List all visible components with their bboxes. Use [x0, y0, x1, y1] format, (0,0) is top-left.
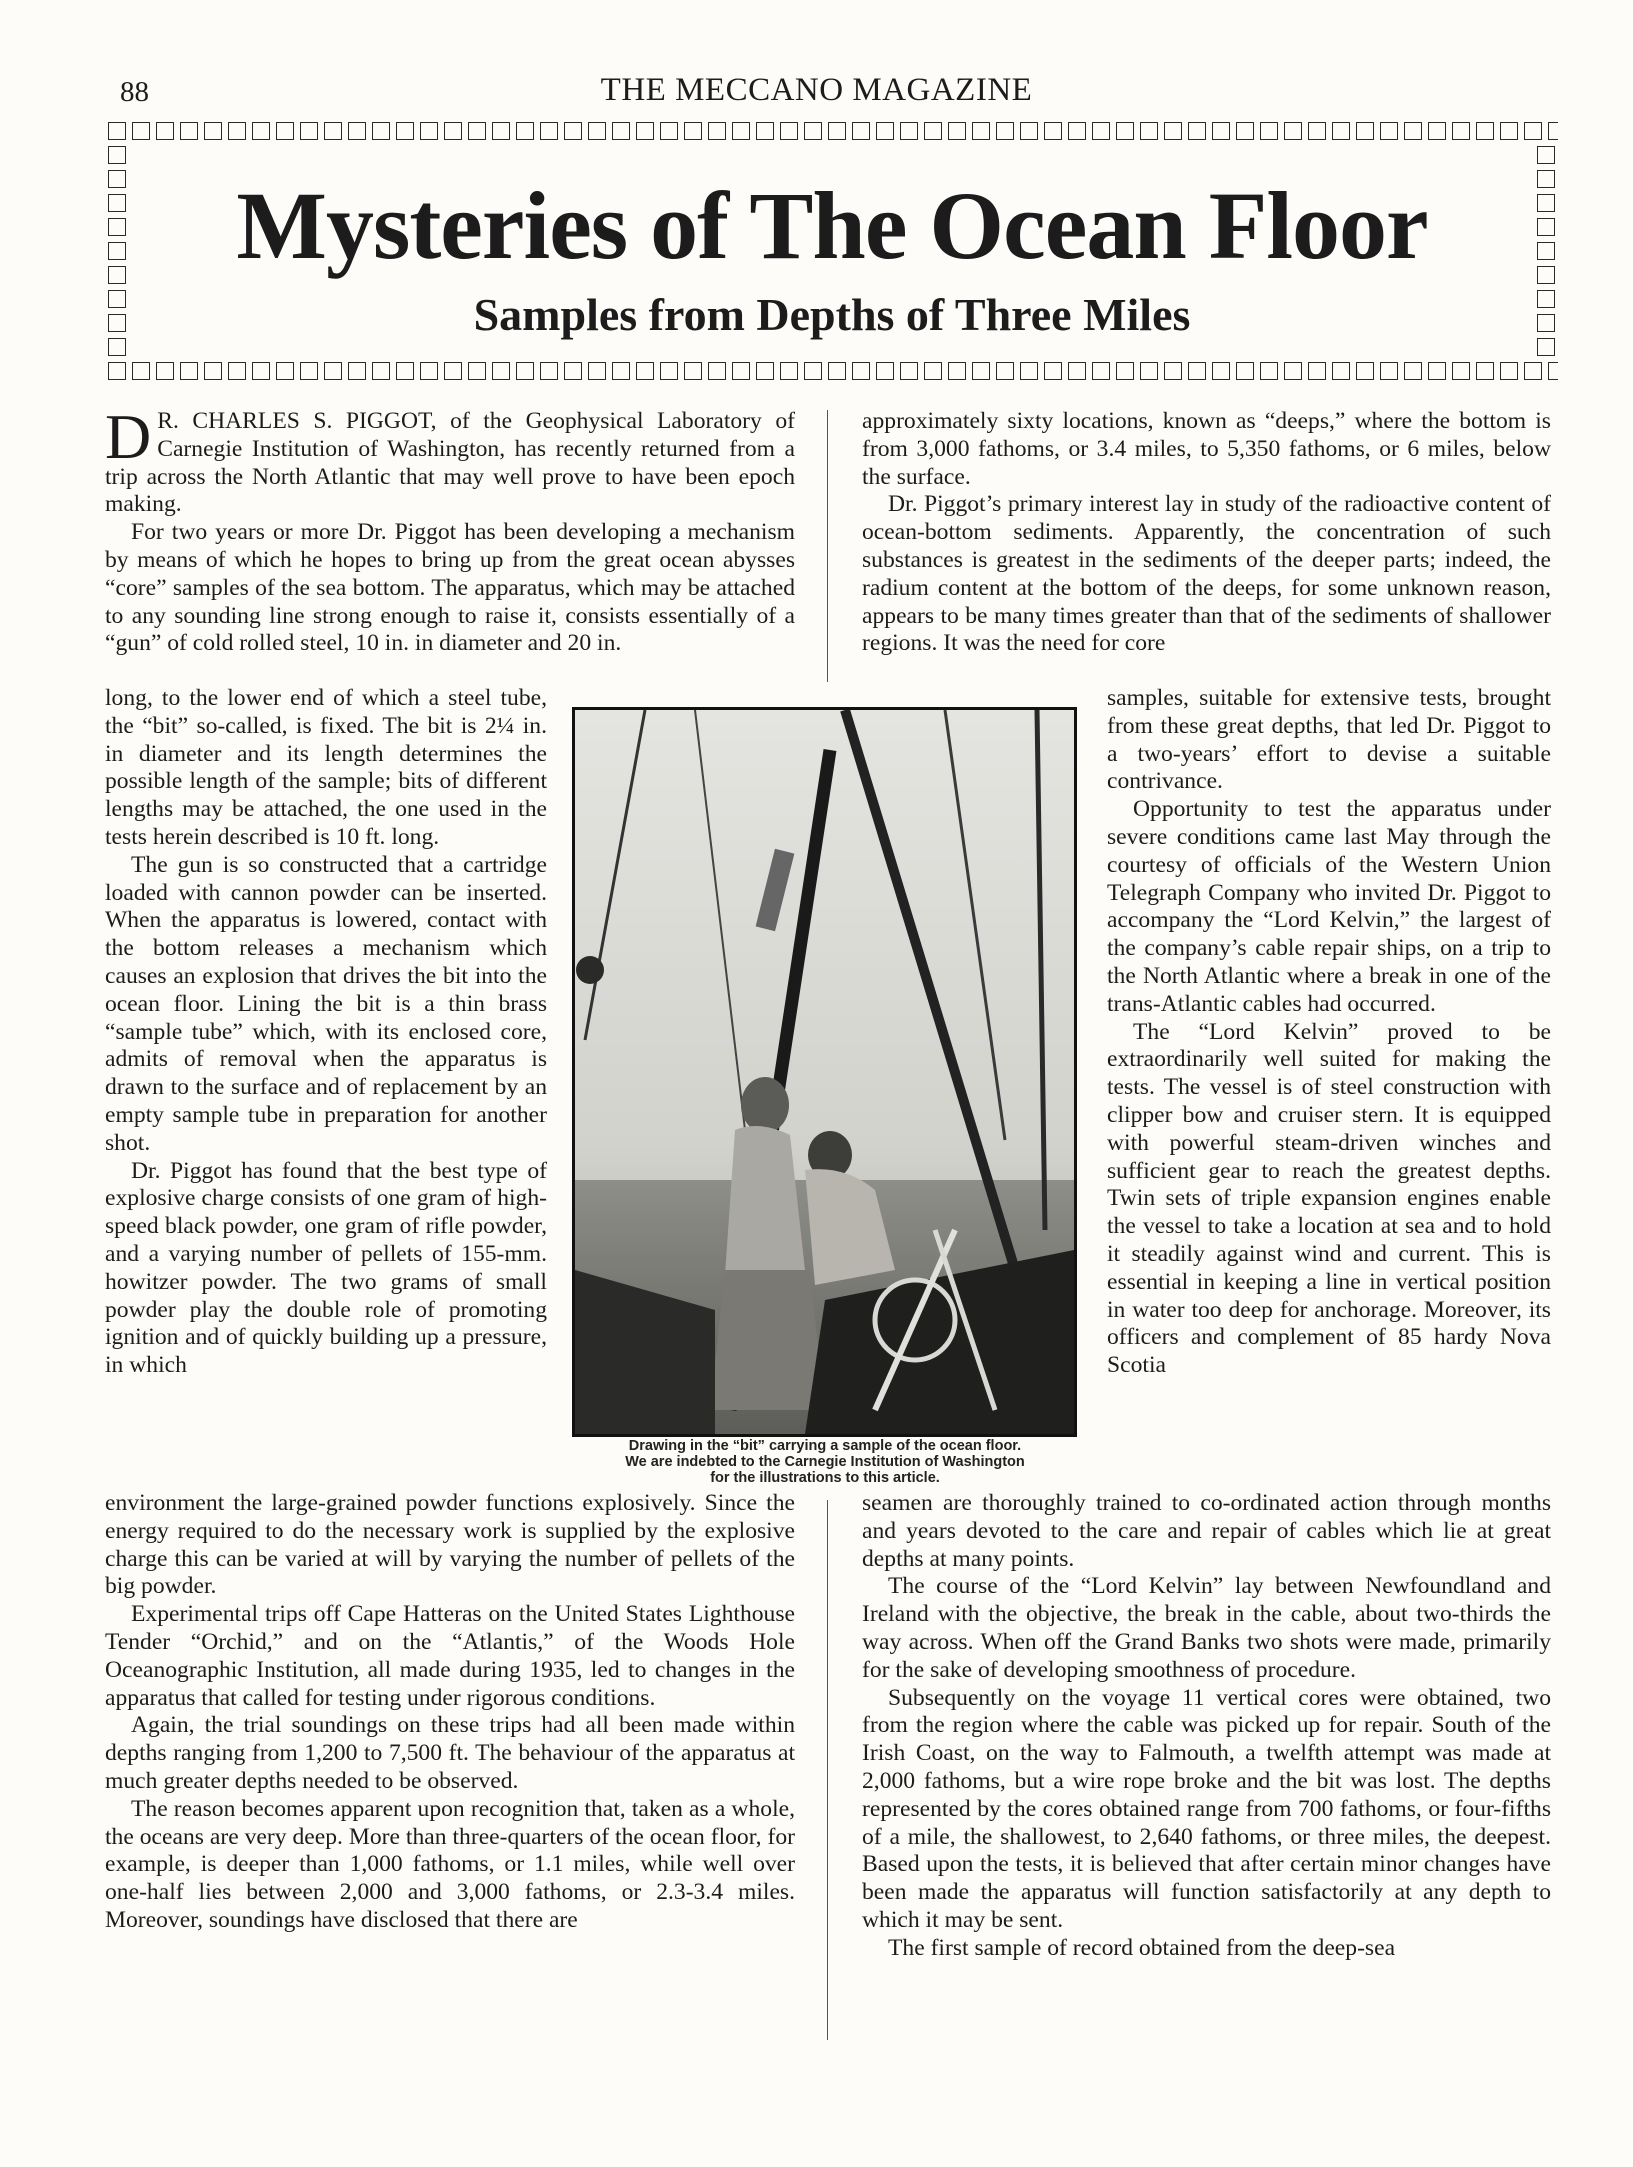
border-square [732, 122, 750, 140]
border-square [396, 122, 414, 140]
border-square [1236, 362, 1254, 380]
border-square [1500, 122, 1518, 140]
border-square [900, 122, 918, 140]
border-square [1236, 122, 1254, 140]
border-square [564, 122, 582, 140]
border-square [444, 362, 462, 380]
border-square [1260, 122, 1278, 140]
paragraph: Dr. Piggot’s primary interest lay in study of the radioactive content of ocean-bottom sediments. Apparently, the concentration of such substances is greatest in the sediments of the deeper parts; indeed, the radium content at the bottom of the deeps, for some unknown reason, appears to be many times greater than that of the sediments of shallower regions. It was the need for core [862, 491, 1551, 657]
paragraph [105, 401, 795, 519]
border-square [180, 122, 198, 140]
column-rule [827, 410, 828, 682]
border-square [1524, 362, 1542, 380]
border-square [108, 338, 126, 356]
border-square [948, 362, 966, 380]
border-square [1212, 122, 1230, 140]
border-square [1308, 122, 1326, 140]
border-square [156, 122, 174, 140]
ship-deck-photo-illustration [575, 710, 1074, 1434]
border-square [1140, 122, 1158, 140]
border-square [852, 122, 870, 140]
border-square [804, 122, 822, 140]
border-square [252, 362, 270, 380]
border-square [348, 122, 366, 140]
right-column-bottom [862, 1490, 1551, 1963]
border-square [1380, 122, 1398, 140]
magazine-title: THE MECCANO MAGAZINE [600, 72, 1033, 108]
paragraph: The “Lord Kelvin” proved to be extraordinarily well suited for making the tests. The vessel is of steel construction with clipper bow and cruiser stern. It is equipped with powerful steam-driven winches and sufficient gear to reach the greatest depths. Twin sets of triple expansion engines enable the vessel to take a location at sea and to hold it steadily against wind and current. This is essential in keeping a line in vertical position in water too deep for anchorage. Moreover, its officers and complement of 85 hardy Nova Scotia [1107, 1018, 1551, 1379]
paragraph: The gun is so constructed that a cartridge loaded with cannon powder can be inserted. When the apparatus is lowered, contact with the bottom releases a mechanism which causes an explosion that drives the bit into the ocean floor. Lining the bit is a thin brass “sample tube” which, with its enclosed core, admits of removal when the apparatus is drawn to the surface and of replacement by an empty sample tube in preparation for another shot. [105, 851, 547, 1156]
border-square [1452, 122, 1470, 140]
caption-line: Drawing in the “bit” carrying a sample of the ocean floor. [628, 1438, 1022, 1454]
border-square [660, 362, 678, 380]
border-square [1284, 362, 1302, 380]
border-square [636, 122, 654, 140]
border-square [1404, 362, 1422, 380]
article-title: Mysteries of The Ocean Floor [236, 172, 1428, 279]
border-square [1092, 122, 1110, 140]
border-square [612, 122, 630, 140]
border-square [828, 122, 846, 140]
left-column-wrap [105, 685, 547, 1380]
article-photo [572, 707, 1077, 1437]
border-square [1068, 122, 1086, 140]
border-square [492, 122, 510, 140]
border-square [204, 122, 222, 140]
right-column-top [862, 408, 1551, 658]
border-square [420, 122, 438, 140]
paragraph: long, to the lower end of which a steel tube, the “bit” so-called, is fixed. The bit is 2¼ in. in diameter and its length determines the possible length of the sample; bits of different lengths may be attached, the one used in the tests herein described is 10 ft. long. [105, 685, 547, 850]
border-square [1380, 362, 1398, 380]
left-column-bottom [105, 1490, 795, 1935]
border-square [300, 122, 318, 140]
border-square [1044, 362, 1062, 380]
border-square [420, 362, 438, 380]
border-square [540, 122, 558, 140]
border-square [972, 122, 990, 140]
border-square [876, 122, 894, 140]
border-square [108, 122, 126, 140]
border-square [828, 362, 846, 380]
photo-caption [560, 1438, 1090, 1486]
border-square [780, 362, 798, 380]
border-square [108, 146, 126, 164]
border-square [396, 362, 414, 380]
border-square [1548, 362, 1558, 380]
page-number: 88 [120, 76, 149, 108]
border-square [1020, 122, 1038, 140]
border-square [1476, 122, 1494, 140]
border-square [468, 362, 486, 380]
border-square [1164, 362, 1182, 380]
border-square [1428, 122, 1446, 140]
border-square [756, 122, 774, 140]
paragraph: Subsequently on the voyage 11 vertical cores were obtained, two from the region where the cable was picked up for repair. South of the Irish Coast, on the way to Falmouth, a twelfth attempt was made at 2,000 fathoms, but a wire rope broke and the bit was lost. The depths represented by the cores obtained range from 700 fathoms, or four-fifths of a mile, the shallowest, to 2,640 fathoms, or three miles, the deepest. Based upon the tests, it is believed that after certain minor changes have been made the apparatus will function satisfactorily at any depth to which it may be sent. [862, 1684, 1551, 1933]
border-square [300, 362, 318, 380]
border-square [1068, 362, 1086, 380]
paragraph: The first sample of record obtained from the deep-sea [888, 1934, 1396, 1961]
border-square [468, 122, 486, 140]
border-square [276, 362, 294, 380]
paragraph: Experimental trips off Cape Hatteras on the United States Lighthouse Tender “Orchid,” and on the “Atlantis,” of the Woods Hole Oceanographic Institution, all made during 1935, led to changes in the apparatus that called for testing under rigorous conditions. [105, 1601, 795, 1711]
border-square [996, 362, 1014, 380]
border-square [924, 362, 942, 380]
border-square [108, 362, 126, 380]
border-square [972, 362, 990, 380]
caption-line: We are indebted to the Carnegie Institution of Washington [625, 1454, 1025, 1470]
border-square [204, 362, 222, 380]
border-square [1524, 122, 1542, 140]
paragraph: approximately sixty locations, known as “deeps,” where the bottom is from 3,000 fathoms, or 3.4 miles, to 5,350 fathoms, or 6 miles, below the surface. [862, 408, 1551, 490]
border-square [1356, 362, 1374, 380]
border-square [540, 362, 558, 380]
border-square [1140, 362, 1158, 380]
border-square [1500, 362, 1518, 380]
border-square [1092, 362, 1110, 380]
border-square [708, 362, 726, 380]
border-square [1428, 362, 1446, 380]
border-square [372, 122, 390, 140]
border-square [564, 362, 582, 380]
paragraph: seamen are thoroughly trained to co-ordinated action through months and years devoted to the care and repair of cables which lie at great depths at many points. [862, 1490, 1551, 1572]
article-subtitle: Samples from Depths of Three Miles [473, 289, 1191, 340]
border-square [1537, 338, 1555, 356]
border-square [684, 362, 702, 380]
border-square [1548, 122, 1558, 140]
border-square [252, 122, 270, 140]
paragraph: Dr. Piggot has found that the best type of explosive charge consists of one gram of high-speed black powder, one gram of rifle powder, and a varying number of pellets of 155-mm. howitzer powder. The two grams of small powder play the double role of promoting ignition and of quickly building up a pressure, in which [105, 1157, 547, 1379]
border-square [1332, 122, 1350, 140]
paragraph: samples, suitable for extensive tests, brought from these great depths, that led Dr. Piggot to a two-years’ effort to devise a suitable contrivance. [1107, 685, 1551, 795]
border-square [876, 362, 894, 380]
right-column-wrap [1107, 685, 1551, 1380]
border-square [1308, 362, 1326, 380]
paragraph: environment the large-grained powder functions explosively. Since the energy required to do the necessary work is supplied by the explosive charge this can be varied at will by varying the number of pellets of the big powder. [105, 1490, 795, 1600]
left-column-top [105, 401, 795, 658]
border-square [1164, 122, 1182, 140]
border-square [180, 362, 198, 380]
border-square [660, 122, 678, 140]
paragraph: For two years or more Dr. Piggot has been developing a mechanism by means of which he hopes to bring up from the great ocean abysses “core” samples of the sea bottom. The apparatus, which may be attached to any sounding line strong enough to raise it, consists essentially of a “gun” of cold rolled steel, 10 in. in diameter and 20 in. [105, 519, 795, 657]
border-square [732, 362, 750, 380]
border-square [516, 362, 534, 380]
border-square [1332, 362, 1350, 380]
drop-cap: D [105, 401, 152, 472]
border-square [1356, 122, 1374, 140]
border-square [924, 122, 942, 140]
border-square [588, 362, 606, 380]
border-square [372, 362, 390, 380]
border-square [276, 122, 294, 140]
border-square [324, 362, 342, 380]
border-square [996, 122, 1014, 140]
border-square [228, 362, 246, 380]
border-square [1116, 362, 1134, 380]
border-square [684, 122, 702, 140]
border-square [156, 362, 174, 380]
border-square [708, 122, 726, 140]
border-square [324, 122, 342, 140]
border-square [948, 122, 966, 140]
paragraph-text: R. CHARLES S. PIGGOT, of the Geophysical Laboratory of Carnegie Institution of Washington, has recently returned from a trip across the North Atlantic that may well prove to have been epoch making. [105, 408, 795, 518]
border-square [1020, 362, 1038, 380]
border-square [804, 362, 822, 380]
border-square [1188, 122, 1206, 140]
border-square [228, 122, 246, 140]
border-square [1188, 362, 1206, 380]
border-square [132, 122, 150, 140]
caption-line: for the illustrations to this article. [710, 1470, 940, 1486]
border-square [1452, 362, 1470, 380]
paragraph: The reason becomes apparent upon recognition that, taken as a whole, the oceans are very deep. More than three-quarters of the ocean floor, for example, is deeper than 1,000 fathoms, or 1.1 miles, while well over one-half lies between 2,000 and 3,000 fathoms, or 2.3-3.4 miles. Moreover, soundings have disclosed that there are [105, 1795, 795, 1933]
border-square [132, 362, 150, 380]
border-square [516, 122, 534, 140]
border-square [588, 122, 606, 140]
border-square [1284, 122, 1302, 140]
border-square [900, 362, 918, 380]
border-square [636, 362, 654, 380]
border-square [1260, 362, 1278, 380]
border-square [852, 362, 870, 380]
border-square [492, 362, 510, 380]
border-square [612, 362, 630, 380]
border-square [1476, 362, 1494, 380]
border-square [444, 122, 462, 140]
paragraph: The course of the “Lord Kelvin” lay between Newfoundland and Ireland with the objective, the break in the cable, about two-thirds the way across. When off the Grand Banks two shots were made, primarily for the sake of developing smoothness of procedure. [862, 1573, 1551, 1683]
border-square [1537, 146, 1555, 164]
border-square [756, 362, 774, 380]
border-square [1404, 122, 1422, 140]
border-square [1044, 122, 1062, 140]
paragraph: Opportunity to test the apparatus under severe conditions came last May through the courtesy of officials of the Western Union Telegraph Company who invited Dr. Piggot to accompany the “Lord Kelvin,” the largest of the company’s cable repair ships, on a trip to the North Atlantic where a break in one of the trans-Atlantic cables had occurred. [1107, 796, 1551, 1017]
paragraph: Again, the trial soundings on these trips had all been made within depths ranging from 1,200 to 7,500 ft. The behaviour of the apparatus at much greater depths needed to be observed. [105, 1712, 795, 1794]
border-square [1212, 362, 1230, 380]
border-square [348, 362, 366, 380]
border-square [780, 122, 798, 140]
border-square [1116, 122, 1134, 140]
column-rule [827, 1500, 828, 2040]
